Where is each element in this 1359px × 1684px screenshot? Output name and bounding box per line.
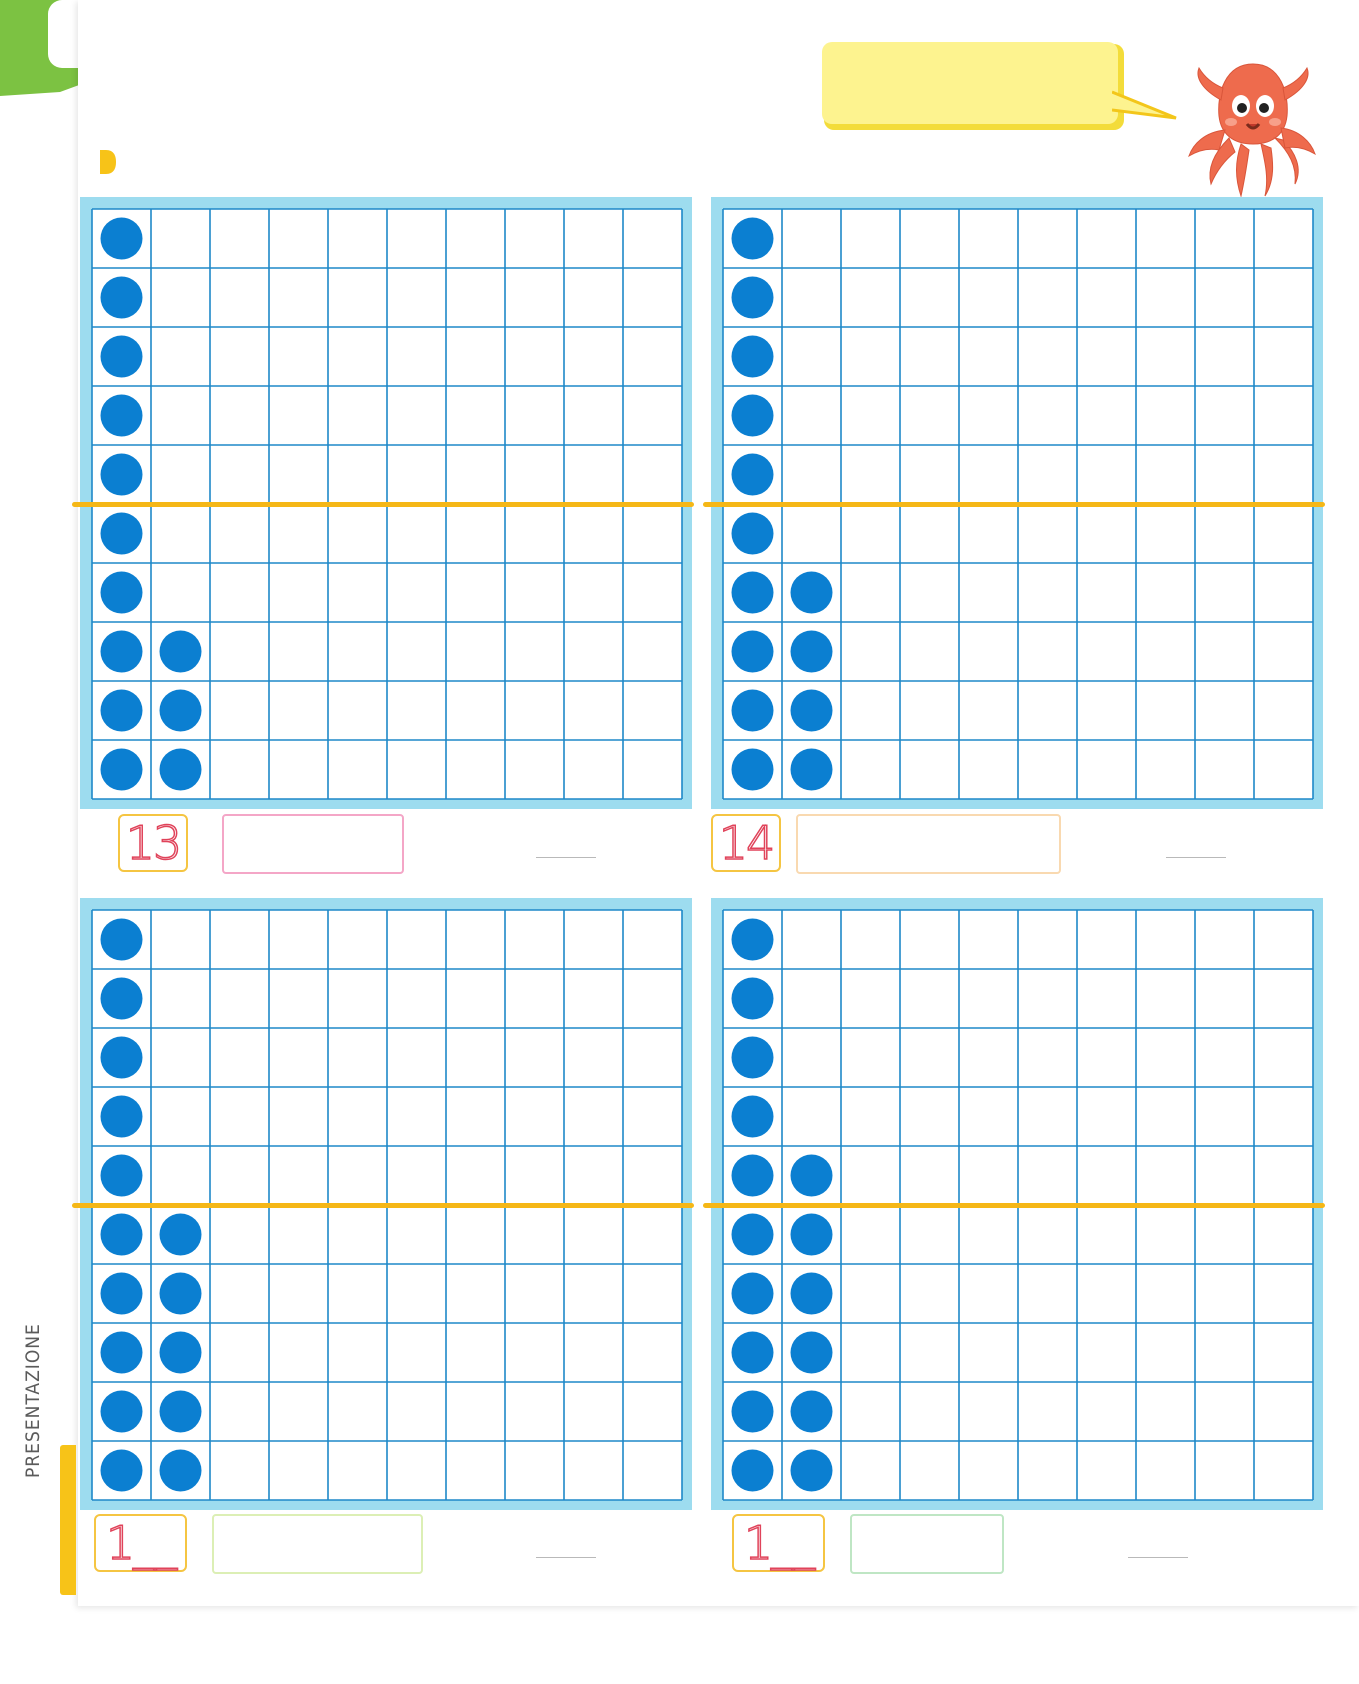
counter-dot [160, 1450, 202, 1492]
counter-dot [732, 395, 774, 437]
counter-dot [791, 1391, 833, 1433]
counter-dot [732, 572, 774, 614]
counter-dot [160, 1332, 202, 1374]
number-box [732, 1514, 825, 1572]
counter-dot [101, 218, 143, 260]
answer-box[interactable] [850, 1514, 1004, 1574]
five-divider [72, 1203, 694, 1208]
answer-line[interactable] [536, 1557, 596, 1558]
counter-dot [732, 919, 774, 961]
answer-line[interactable] [1166, 857, 1226, 858]
number-label: 1__ [105, 1516, 176, 1570]
five-divider [72, 502, 694, 507]
number-box [118, 814, 188, 872]
side-label: PRESENTAZIONE [22, 1323, 44, 1478]
counter-dot [101, 1155, 143, 1197]
counter-dot [101, 1096, 143, 1138]
answer-line[interactable] [1128, 1557, 1188, 1558]
number-box [94, 1514, 187, 1572]
counter-dot [791, 1214, 833, 1256]
answer-box[interactable] [212, 1514, 423, 1574]
counter-dot [732, 1391, 774, 1433]
answer-box[interactable] [796, 814, 1061, 874]
number-box [711, 814, 781, 872]
counter-dot [160, 1214, 202, 1256]
counter-dot [160, 749, 202, 791]
speech-bubble-icon [822, 42, 1132, 132]
counter-dot [732, 277, 774, 319]
five-divider [703, 502, 1325, 507]
counter-dot [732, 1332, 774, 1374]
counter-dot [732, 336, 774, 378]
side-tabs [60, 1445, 80, 1595]
five-divider [703, 1203, 1325, 1208]
counter-dot [791, 1332, 833, 1374]
counter-dot [160, 631, 202, 673]
counter-dot [732, 218, 774, 260]
counter-dot [732, 1214, 774, 1256]
speech-bubble-tail [1112, 88, 1182, 128]
counter-dot [732, 1273, 774, 1315]
counter-dot [160, 1273, 202, 1315]
counter-dot [732, 690, 774, 732]
answer-line[interactable] [536, 857, 596, 858]
counter-dot [732, 1037, 774, 1079]
counter-dot [732, 631, 774, 673]
counter-dot [101, 1037, 143, 1079]
counter-dot [732, 454, 774, 496]
counter-dot [101, 1273, 143, 1315]
counter-dot [791, 1155, 833, 1197]
counter-dot [101, 978, 143, 1020]
counter-dot [791, 690, 833, 732]
counter-dot [101, 277, 143, 319]
counter-dot [791, 631, 833, 673]
counter-dot [732, 513, 774, 555]
counter-dot [101, 395, 143, 437]
counter-dot [101, 1214, 143, 1256]
answer-box[interactable] [222, 814, 404, 874]
counter-dot [101, 1391, 143, 1433]
counter-dot [160, 1391, 202, 1433]
counter-dot [791, 1273, 833, 1315]
counter-dot [101, 1450, 143, 1492]
counter-dot [732, 1096, 774, 1138]
counter-dot [101, 336, 143, 378]
counter-dot [732, 1450, 774, 1492]
counter-dot [101, 1332, 143, 1374]
counter-dot [732, 1155, 774, 1197]
counter-dot [732, 978, 774, 1020]
number-label: 13 [125, 816, 181, 870]
counter-dot [732, 749, 774, 791]
counter-dot [791, 572, 833, 614]
counter-dot [101, 631, 143, 673]
octopus-icon [1185, 60, 1320, 200]
counter-dot [791, 1450, 833, 1492]
number-label: 1__ [743, 1516, 814, 1570]
counter-dot [101, 513, 143, 555]
counter-dot [791, 749, 833, 791]
counter-dot [101, 454, 143, 496]
counter-dot [101, 690, 143, 732]
section-marker-icon [100, 150, 116, 174]
counter-dot [160, 690, 202, 732]
counter-dot [101, 572, 143, 614]
number-label: 14 [718, 816, 774, 870]
counter-dot [101, 749, 143, 791]
counter-dot [101, 919, 143, 961]
